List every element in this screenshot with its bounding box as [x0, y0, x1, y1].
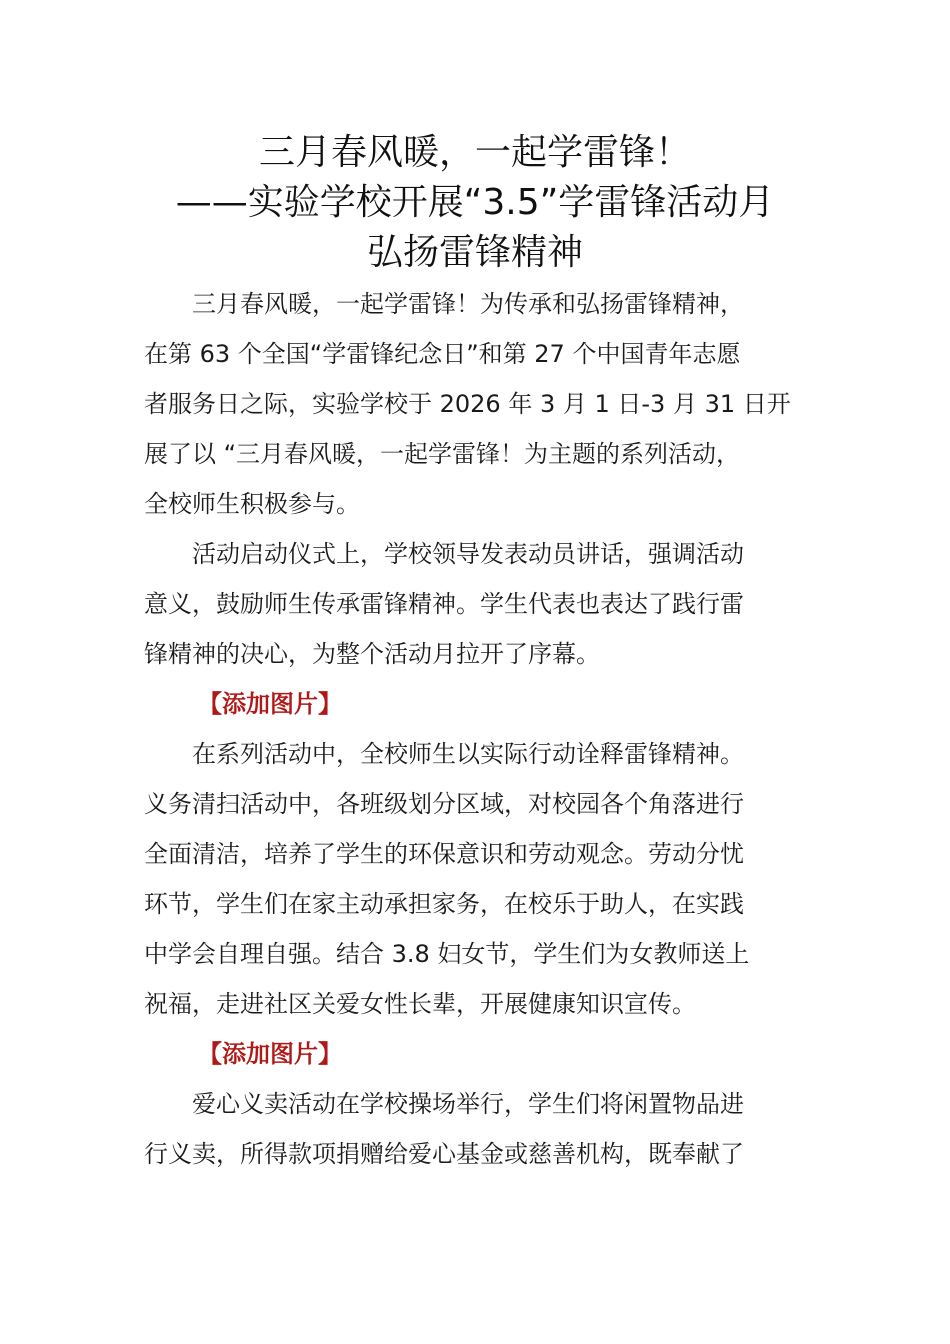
- paragraph-4-line-1: 爱心义卖活动在学校操场举行，学生们将闲置物品进: [192, 1090, 744, 1118]
- title-line-1: 三月春风暖，一起学雷锋！: [258, 132, 691, 173]
- paragraph-1-line-2: 在第 63 个全国“学雷锋纪念日”和第 27 个中国青年志愿: [144, 340, 741, 368]
- paragraph-3-line-6: 祝福，走进社区关爱女性长辈，开展健康知识宣传。: [144, 990, 696, 1018]
- image-placeholder-1: 【添加图片】: [198, 690, 342, 718]
- paragraph-3-line-2: 义务清扫活动中，各班级划分区域，对校园各个角落进行: [144, 790, 744, 818]
- paragraph-4-line-2: 行义卖，所得款项捐赠给爱心基金或慈善机构，既奉献了: [144, 1140, 744, 1168]
- paragraph-3-line-5: 中学会自理自强。结合 3.8 妇女节，学生们为女教师送上: [144, 940, 750, 968]
- paragraph-2-line-1: 活动启动仪式上，学校领导发表动员讲话，强调活动: [192, 540, 744, 568]
- paragraph-1-line-3: 者服务日之际，实验学校于 2026 年 3 月 1 日-3 月 31 日开: [144, 390, 791, 418]
- document-title: [100, 128, 850, 278]
- document-body: [144, 279, 808, 1179]
- paragraph-2-line-2: 意义，鼓励师生传承雷锋精神。学生代表也表达了践行雷: [144, 590, 744, 618]
- title-line-3: 弘扬雷锋精神: [366, 232, 583, 273]
- paragraph-1-line-1: 三月春风暖，一起学雷锋！为传承和弘扬雷锋精神，: [192, 290, 744, 318]
- image-placeholder-2: 【添加图片】: [198, 1040, 342, 1068]
- paragraph-3-line-1: 在系列活动中，全校师生以实际行动诠释雷锋精神。: [192, 740, 744, 768]
- paragraph-3-line-4: 环节，学生们在家主动承担家务，在校乐于助人，在实践: [144, 890, 744, 918]
- paragraph-3-line-3: 全面清洁，培养了学生的环保意识和劳动观念。劳动分忧: [144, 840, 744, 868]
- paragraph-1-line-5: 全校师生积极参与。: [144, 490, 360, 518]
- title-line-2: ——实验学校开展“3.5”学雷锋活动月: [175, 182, 775, 223]
- paragraph-1-line-4: 展了以 “三月春风暖，一起学雷锋！为主题的系列活动，: [144, 440, 741, 468]
- paragraph-2-line-3: 锋精神的决心，为整个活动月拉开了序幕。: [144, 640, 600, 668]
